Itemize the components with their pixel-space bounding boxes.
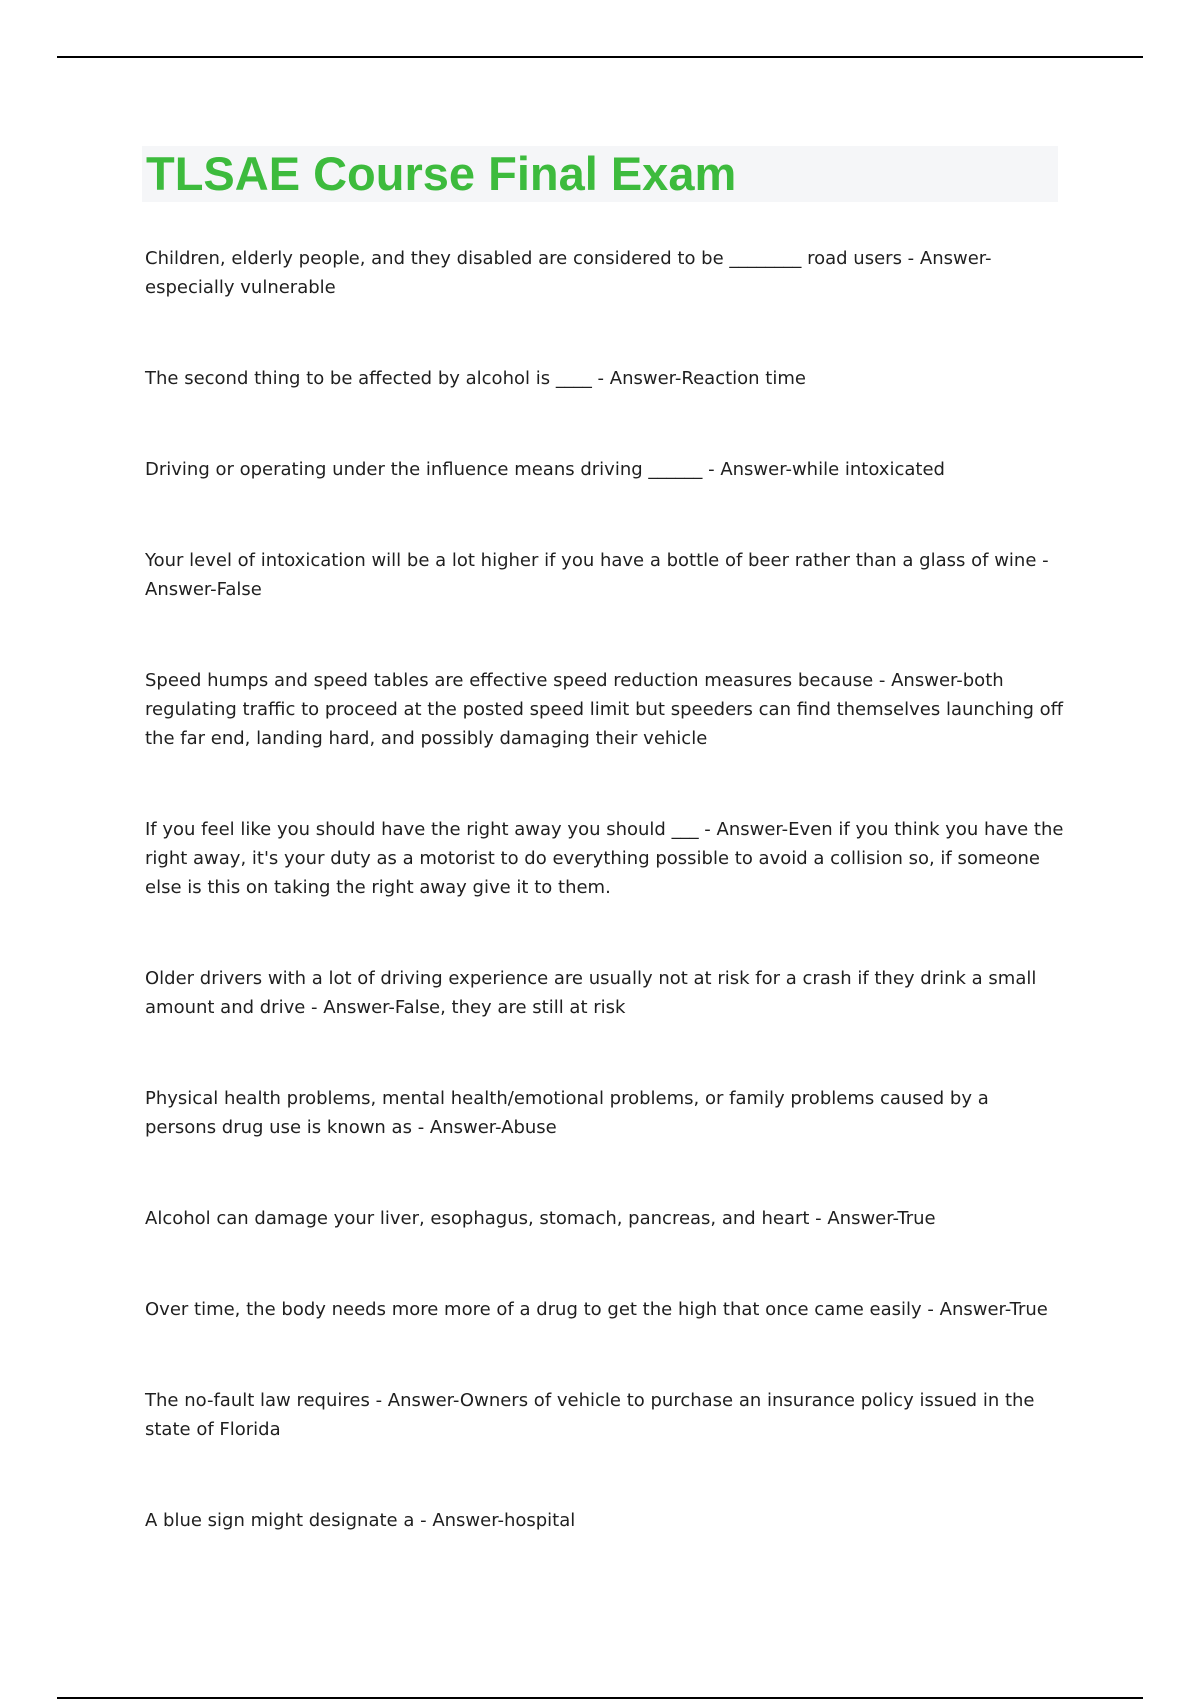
qa-list bbox=[145, 244, 1065, 1597]
qa-item: The second thing to be affected by alcohol is ____ - Answer-Reaction time bbox=[145, 368, 806, 389]
qa-item: Over time, the body needs more more of a drug to get the high that once came easily - Answer-True bbox=[145, 1299, 1048, 1320]
qa-item: Speed humps and speed tables are effective speed reduction measures because - Answer-both regulating traffic to proceed at the posted speed limit but speeders can find themselves launching off the far end, landing hard, and possibly damaging their vehicle bbox=[145, 670, 1064, 749]
qa-item: A blue sign might designate a - Answer-hospital bbox=[145, 1510, 576, 1531]
qa-item: Children, elderly people, and they disabled are considered to be ________ road users - Answer-especially vulnerable bbox=[145, 248, 992, 298]
qa-item: Physical health problems, mental health/emotional problems, or family problems caused by a persons drug use is known as - Answer-Abuse bbox=[145, 1088, 989, 1138]
page-title: TLSAE Course Final Exam bbox=[146, 147, 737, 200]
qa-item: Driving or operating under the influence means driving ______ - Answer-while intoxicated bbox=[145, 459, 945, 480]
top-rule bbox=[57, 56, 1143, 58]
title-banner bbox=[142, 146, 1058, 202]
qa-item: Your level of intoxication will be a lot higher if you have a bottle of beer rather than a glass of wine - Answer-False bbox=[145, 550, 1049, 600]
qa-item: The no-fault law requires - Answer-Owners of vehicle to purchase an insurance policy issued in the state of Florida bbox=[145, 1390, 1035, 1440]
qa-item: Older drivers with a lot of driving experience are usually not at risk for a crash if they drink a small amount and drive - Answer-False, they are still at risk bbox=[145, 968, 1037, 1018]
qa-item: If you feel like you should have the right away you should ___ - Answer-Even if you think you have the right away, it's your duty as a motorist to do everything possible to avoid a collision so, if someone else is this on taking the right away give it to them. bbox=[145, 819, 1064, 898]
bottom-rule bbox=[57, 1697, 1143, 1699]
qa-item: Alcohol can damage your liver, esophagus, stomach, pancreas, and heart - Answer-True bbox=[145, 1208, 936, 1229]
